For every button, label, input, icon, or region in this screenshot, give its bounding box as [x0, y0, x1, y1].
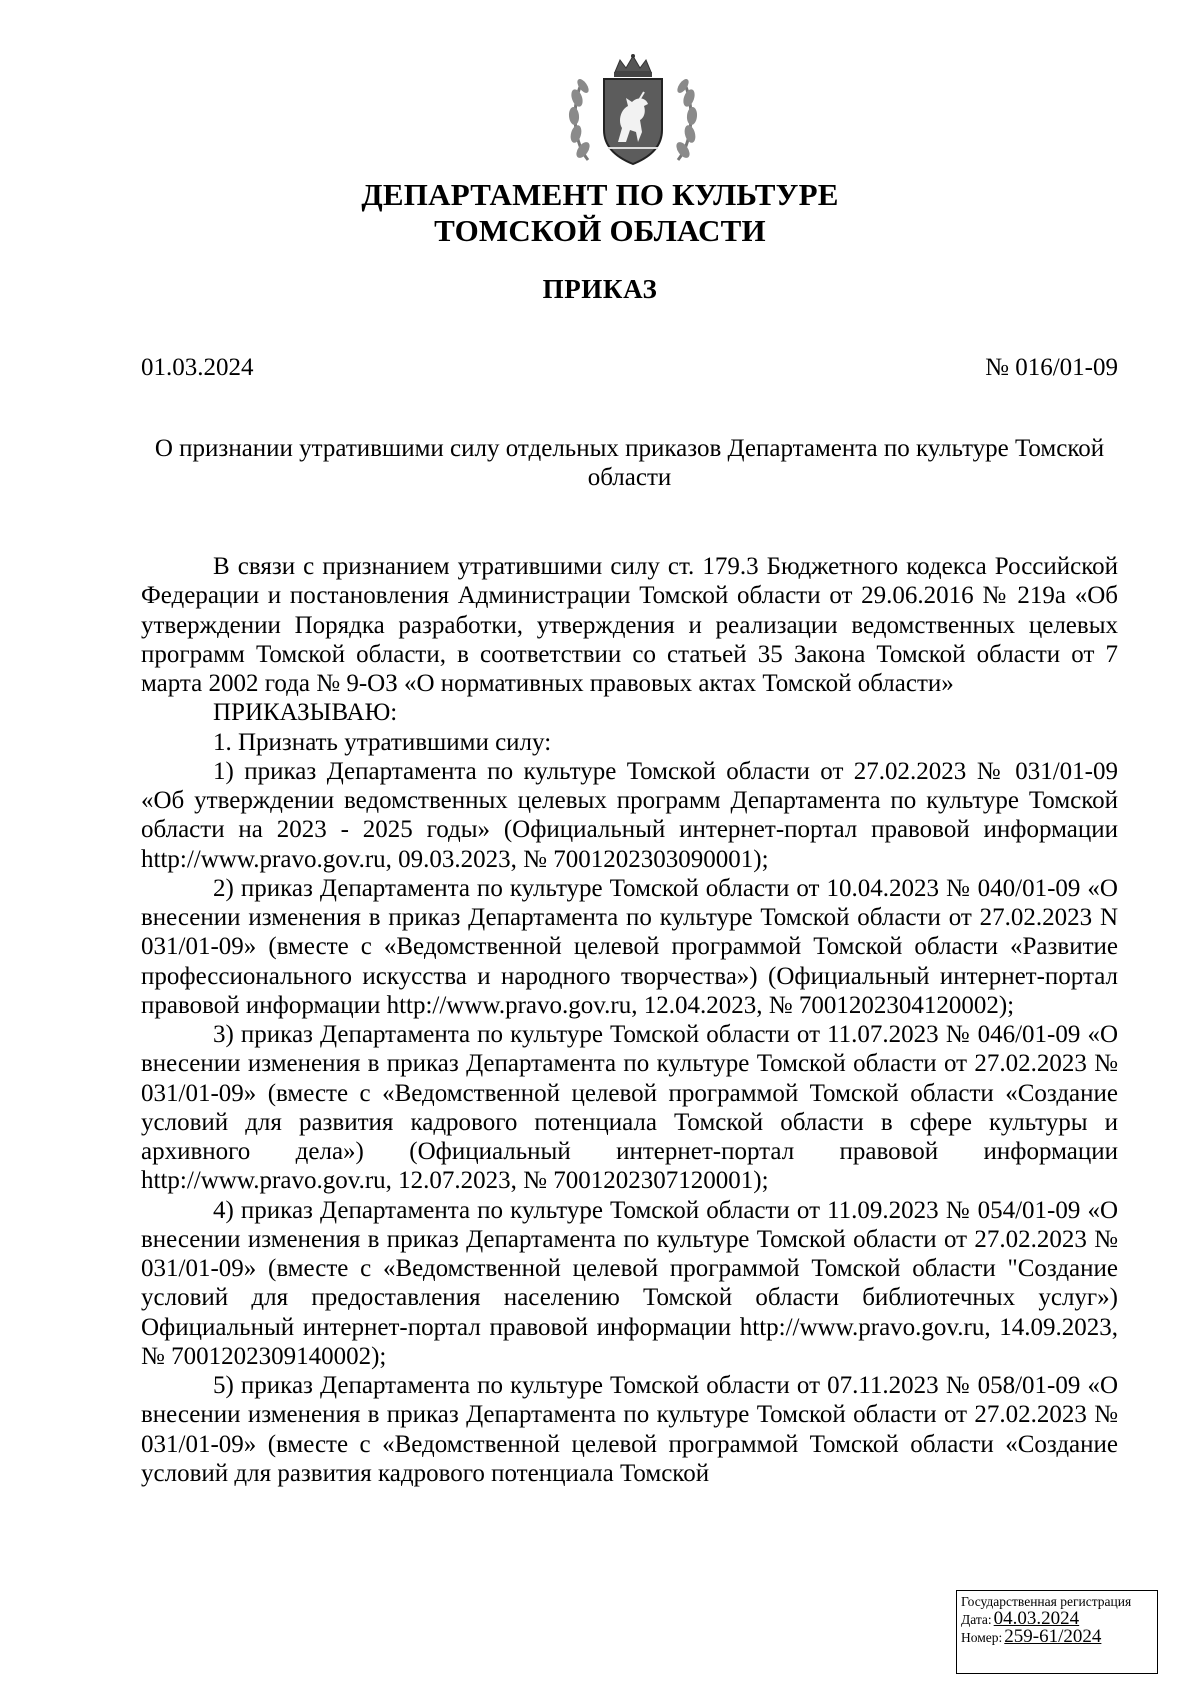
registration-title: Государственная регистрация: [961, 1594, 1132, 1609]
document-type: ПРИКАЗ: [542, 274, 658, 304]
subitem-3: 3) приказ Департамента по культуре Томской области от 11.07.2023 № 046/01-09 «О внесении изменения в приказ Департамента по культуре Томской области от 27.02.2023 № 031/01-09» (вместе с «Ведомственной целевой программой Томской области «Создание условий для развития кадрового потенциала Томской области в сфере культуры и архивного дела») (Официальный интернет-портал правовой информации http://www.pravo.gov.ru, 12.07.2023, № 7001202307120001);: [141, 1021, 1118, 1195]
subitem-2: 2) приказ Департамента по культуре Томской области от 10.04.2023 № 040/01-09 «О внесении изменения в приказ Департамента по культуре Томской области от 27.02.2023 N 031/01-09» (вместе с «Ведомственной целевой программой Томской области «Развитие профессионального искусства и народного творчества») (Официальный интернет-портал правовой информации http://www.pravo.gov.ru, 12.04.2023, № 7001202304120002);: [141, 874, 1118, 1019]
registration-date-label: Дата:: [961, 1612, 992, 1627]
registration-stamp: [956, 1590, 1158, 1674]
department-title-line1: ДЕПАРТАМЕНТ ПО КУЛЬТУРЕ: [361, 177, 839, 212]
order-date: 01.03.2024: [141, 354, 254, 381]
item1-heading: 1. Признать утратившими силу:: [213, 728, 552, 756]
preamble-paragraph: В связи с признанием утратившими силу ст. 179.3 Бюджетного кодекса Российской Федерации и постановления Администрации Томской области от 29.06.2016 № 219а «Об утверждении Порядка разработки, утверждения и реализации ведомственных целевых программ Томской области, в соответствии со статьей 35 Закона Томской области от 7 марта 2002 года № 9-ОЗ «О нормативных правовых актах Томской области»: [141, 553, 1118, 697]
subitem-1: 1) приказ Департамента по культуре Томской области от 27.02.2023 № 031/01-09 «Об утверждении ведомственных целевых программ Департамента по культуре Томской области на 2023 - 2025 годы» (Официальный интернет-портал правовой информации http://www.pravo.gov.ru, 09.03.2023, № 7001202303090001);: [141, 757, 1118, 873]
coat-of-arms-emblem: [568, 52, 698, 170]
order-subject: О признании утратившими силу отдельных приказов Департамента по культуре Томской области: [154, 435, 1105, 491]
order-number: № 016/01-09: [985, 354, 1118, 381]
registration-number-label: Номер:: [961, 1630, 1003, 1645]
subitem-4: 4) приказ Департамента по культуре Томской области от 11.09.2023 № 054/01-09 «О внесении изменения в приказ Департамента по культуре Томской области от 27.02.2023 № 031/01-09» (вместе с «Ведомственной целевой программой Томской области "Создание условий для предоставления населению Томской области библиотечных услуг») Официальный интернет-портал правовой информации http://www.pravo.gov.ru, 14.09.2023, № 7001202309140002);: [141, 1196, 1118, 1370]
order-word-paragraph: ПРИКАЗЫВАЮ:: [213, 699, 398, 727]
subitem-5: 5) приказ Департамента по культуре Томской области от 07.11.2023 № 058/01-09 «О внесении изменения в приказ Департамента по культуре Томской области от 27.02.2023 № 031/01-09» (вместе с «Ведомственной целевой программой Томской области «Создание условий для развития кадрового потенциала Томской: [141, 1372, 1118, 1487]
registration-date-value: 04.03.2024: [993, 1608, 1080, 1629]
registration-number-value: 259-61/2024: [1004, 1626, 1102, 1647]
order-body: [141, 552, 1118, 1488]
department-title-line2: ТОМСКОЙ ОБЛАСТИ: [434, 213, 766, 248]
